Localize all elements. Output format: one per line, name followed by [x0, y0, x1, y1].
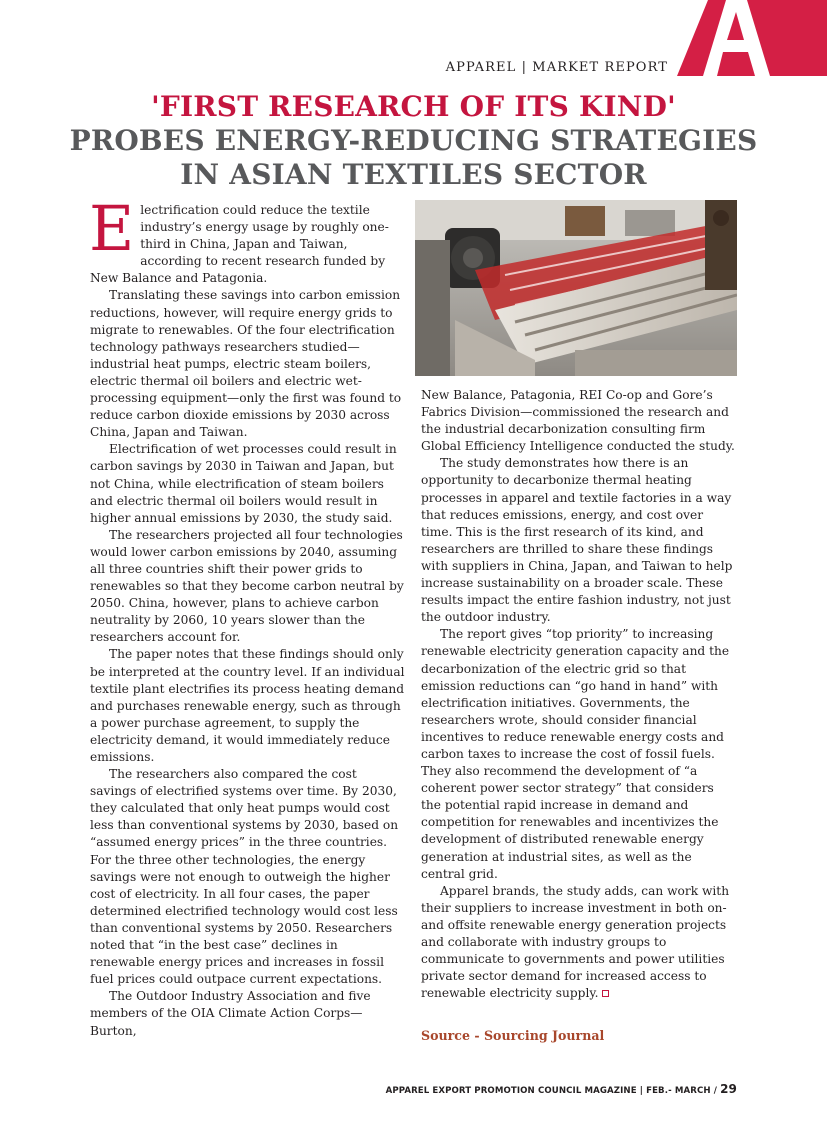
article-paragraph: New Balance, Patagonia, REI Co-op and Gore’s Fabrics Division—commissioned the research and the industrial decarbonization consulting firm Global Efficiency Intelligence conducted the study.	[421, 388, 735, 454]
article-paragraph: Electrification could reduce the textile industry’s energy usage by roughly one-third in China, Japan and Taiwan, according to recent research funded by New Balance and Patagonia.	[89, 192, 389, 286]
page-number: 29	[720, 1082, 737, 1096]
textile-loom-photo	[415, 200, 737, 376]
article-paragraph: Electrification of wet processes could result in carbon savings by 2030 in Taiwan and Japan, but not China, while electrification of steam boilers and electric thermal oil boilers would result in higher annual emissions by 2030, the study said.	[90, 442, 397, 525]
article-paragraph: The paper notes that these findings should only be interpreted at the country level. If an individual textile plant electrifies its process heating demand and purchases renewable energy, such as through a power purchase agreement, to supply the electricity demand, it would immediately reduce emissions.	[90, 647, 405, 764]
drop-cap: E	[89, 192, 135, 265]
article-paragraph: The researchers also compared the cost savings of electrified systems over time. By 2030, they calculated that only heat pumps would cost less than conventional systems by 2030, based on “assumed energy prices” in the three countries. For the three other technologies, the energy savings were not enough to outweigh the higher cost of electricity. In all four cases, the paper determined electrified technology would cost less than conventional systems by 2050. Researchers noted that “in the best case” declines in renewable energy prices and increases in fossil fuel prices could outpace current expectations.	[90, 767, 399, 987]
article-column-right	[421, 387, 737, 1002]
headline	[0, 90, 827, 192]
article-column-left	[89, 192, 406, 1040]
magazine-logo-icon	[677, 0, 827, 76]
footer-magazine-name: APPAREL EXPORT PROMOTION COUNCIL MAGAZINE | FEB.- MARCH	[385, 1086, 711, 1096]
article-paragraph: The researchers projected all four technologies would lower carbon emissions by 2040, assuming all three countries shift their power grids to renewables so that they become carbon neutral by 2050. China, however, plans to achieve carbon neutrality by 2060, 10 years slower than the researchers account for.	[90, 527, 404, 645]
section-label: APPAREL | MARKET REPORT	[445, 60, 668, 75]
article-paragraph: Apparel brands, the study adds, can work with their suppliers to increase investment in both on- and offsite renewable energy generation projects and collaborate with industry groups to communicate to governments and power utilities private sector demand for increased access to renewable electricity supply.	[421, 883, 730, 1001]
article-source: Source - Sourcing Journal	[421, 1028, 605, 1043]
headline-line-3: IN ASIAN TEXTILES SECTOR	[180, 158, 647, 191]
headline-line-2: PROBES ENERGY-REDUCING STRATEGIES	[69, 124, 758, 157]
article-paragraph: Translating these savings into carbon emission reductions, however, will require energy grids to migrate to renewables. Of the four electrification technology pathways researchers studied—industrial heat pumps, electric steam boilers, electric thermal oil boilers and electric wet-processing equipment—only the first was found to reduce carbon dioxide emissions by 2030 across China, Japan and Taiwan.	[90, 288, 402, 440]
article-paragraph: The study demonstrates how there is an opportunity to decarbonize thermal heating processes in apparel and textile factories in a way that reduces emissions, energy, and cost over time. This is the first research of its kind, and researchers are thrilled to share these findings with suppliers in China, Japan, and Taiwan to help increase sustainability on a broader scale. These results impact the entire fashion industry, not just the outdoor industry.	[421, 456, 733, 625]
end-of-article-icon	[602, 990, 609, 997]
article-paragraph: The report gives “top priority” to increasing renewable electricity generation capacity and the decarbonization of the electric grid so that emission reductions can “go hand in hand” with electrification initiatives. Governments, the researchers wrote, should consider financial incentives to reduce renewable energy costs and carbon taxes to increase the cost of fossil fuels. They also recommend the development of “a coherent power sector strategy” that considers the potential rapid increase in demand and competition for renewables and incentivizes the development of distributed renewable energy generation at industrial sites, as well as the central grid.	[421, 627, 730, 881]
page-footer: APPAREL EXPORT PROMOTION COUNCIL MAGAZINE | FEB.- MARCH / 29	[385, 1082, 737, 1096]
article-paragraph: The Outdoor Industry Association and five members of the OIA Climate Action Corps—Burton,	[90, 989, 371, 1038]
headline-line-1: 'FIRST RESEARCH OF ITS KIND'	[151, 90, 676, 123]
